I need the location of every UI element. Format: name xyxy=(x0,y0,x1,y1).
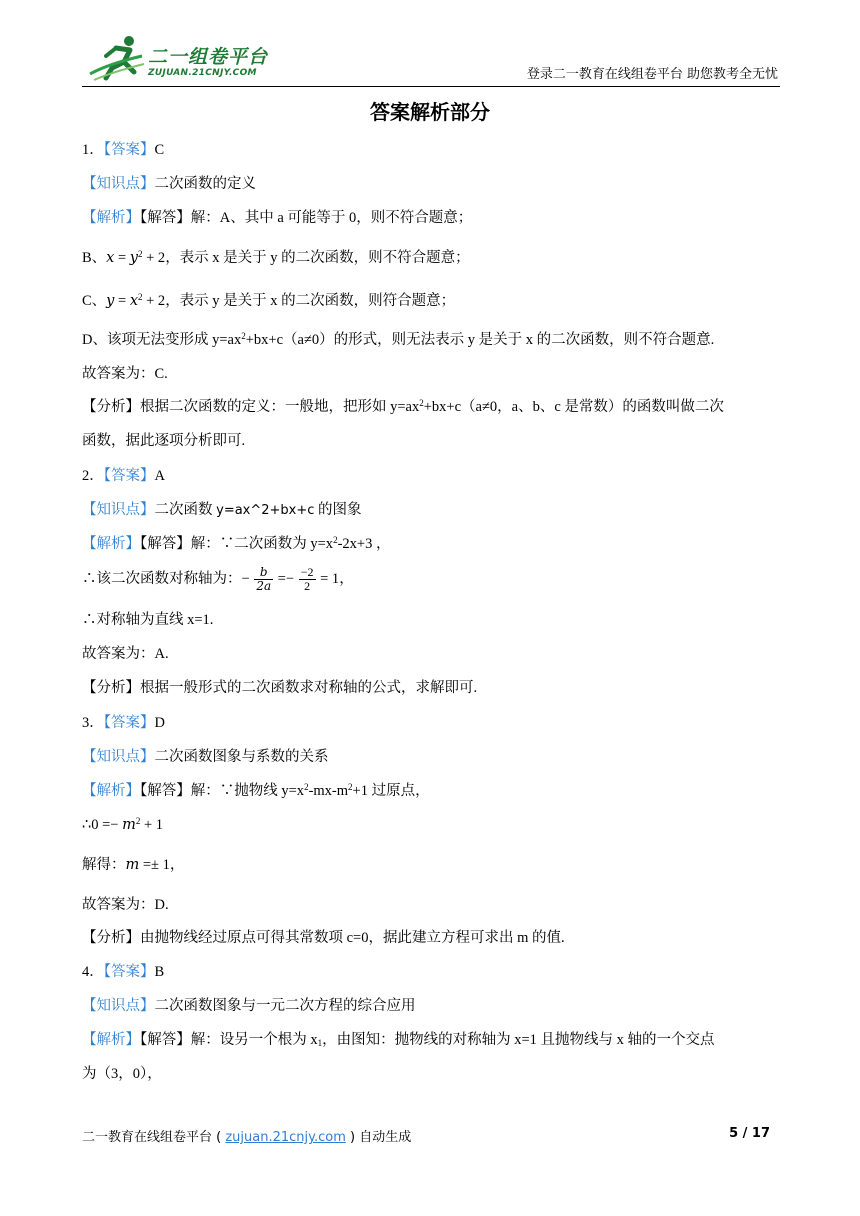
analysis-tag: 【解析】 xyxy=(82,210,140,226)
q1-knowledge-line xyxy=(82,174,256,194)
q3-l3b: ， xyxy=(169,857,185,873)
q4-l1a: 【解答】解：设另一个根为 x xyxy=(140,1032,318,1048)
q3-answer: D xyxy=(154,715,165,731)
q1-analysis-line-2: 函数，据此逐项分析即可. xyxy=(82,433,246,449)
answer-tag: 【答案】 xyxy=(103,468,155,484)
q3-m: m xyxy=(122,817,136,833)
q1-solution-line-2 xyxy=(82,248,470,268)
q1-solution-line-1 xyxy=(82,208,472,228)
q2-kpc: 的图象 xyxy=(314,502,362,518)
q1-y: y xyxy=(129,250,138,266)
q4-sub: 1 xyxy=(317,1038,323,1048)
q2-kpa: 二次函数 xyxy=(154,502,217,518)
analysis-tag: 【解析】 xyxy=(82,1032,140,1048)
q3-sup3: 2 xyxy=(135,816,141,826)
q3-number: 3． xyxy=(82,715,104,731)
logo xyxy=(86,34,286,82)
q1-l3b: ，表示 y 是关于 x 的二次函数，则符合题意； xyxy=(165,293,456,309)
frac-num2: −2 xyxy=(300,565,314,579)
q1-answer-line xyxy=(82,140,164,160)
knowledge-tag: 【知识点】 xyxy=(82,749,155,765)
q2-solution-line-3: ∴对称轴为直线 x=1. xyxy=(82,612,214,628)
q4-number: 4． xyxy=(82,964,104,980)
q1-solution-text-1: 【解答】解：A、其中 a 可能等于 0，则不符合题意； xyxy=(140,210,473,226)
q1-sup3: 2 xyxy=(241,331,246,341)
q2-eq: =− xyxy=(274,570,298,587)
knowledge-tag: 【知识点】 xyxy=(82,176,155,192)
q3-answer-line xyxy=(82,713,165,733)
frac-den: 2a xyxy=(256,579,272,593)
q1-solution-line-4 xyxy=(82,330,714,350)
formula-y-x2: y xyxy=(106,293,115,309)
footer-link[interactable]: zujuan.21cnjy.com xyxy=(225,1130,346,1145)
q1-plus2: + 2 xyxy=(142,250,166,266)
q1-l2a: B、 xyxy=(82,250,107,266)
knowledge-tag: 【知识点】 xyxy=(82,998,155,1014)
q4-solution-line-2: 为（3，0）， xyxy=(82,1066,162,1082)
q2-l2a: ∴该二次函数对称轴为： xyxy=(82,570,242,587)
q1-x: x xyxy=(129,293,138,309)
q2-answer-line xyxy=(82,466,165,486)
q4-answer-line xyxy=(82,962,164,982)
q3-m2: m xyxy=(125,857,140,873)
q1-l3a: C、 xyxy=(82,293,107,309)
knowledge-tag: 【知识点】 xyxy=(82,502,155,518)
q3-knowledge: 二次函数图象与系数的关系 xyxy=(154,749,329,765)
footer-source xyxy=(82,1126,411,1145)
q3-therefore: ∴0 =− xyxy=(82,817,123,833)
frac-den2: 2 xyxy=(304,579,311,593)
q2-knowledge-line xyxy=(82,500,362,521)
q3-l1a: 【解答】解：∵抛物线 y=x xyxy=(140,783,305,799)
q1-analysis-line-1 xyxy=(82,397,724,417)
q4-solution-line-1 xyxy=(82,1030,715,1050)
q2-l2b: ， xyxy=(339,570,354,587)
q1-conclusion: 故答案为：C. xyxy=(82,366,168,382)
footer-text-a: 二一教育在线组卷平台 ( xyxy=(82,1130,226,1145)
q1-answer: C xyxy=(154,142,165,158)
q1-l2b: ，表示 x 是关于 y 的二次函数，则不符合题意； xyxy=(165,250,470,266)
q1-eq2: = xyxy=(114,293,130,309)
q3-solution-line-3 xyxy=(82,855,184,875)
runner-logo-icon xyxy=(86,34,146,82)
q1-fxb: +bx+c（a≠0，a、b、c 是常数）的函数叫做二次 xyxy=(423,399,724,415)
q2-number: 2． xyxy=(82,468,104,484)
logo-subtext: ZUJUAN.21CNJY.COM xyxy=(148,68,257,78)
q2-l1b: -2x+3 ， xyxy=(337,536,391,552)
q2-kpb: y=ax^2+bx+c xyxy=(216,503,315,518)
q2-conclusion: 故答案为：A. xyxy=(82,646,169,662)
q1-sup: 2 xyxy=(138,249,143,259)
answer-tag: 【答案】 xyxy=(103,964,155,980)
q3-l3a: 解得： xyxy=(82,857,126,873)
q1-fxa: 【分析】根据二次函数的定义：一般地，把形如 y=ax xyxy=(82,399,420,415)
q2-solution-line-2 xyxy=(82,566,354,593)
q1-eq: = xyxy=(114,250,130,266)
answer-tag: 【答案】 xyxy=(103,715,155,731)
q4-knowledge-line xyxy=(82,996,416,1016)
logo-text: 二一组卷平台 xyxy=(148,46,269,68)
q4-knowledge: 二次函数图象与一元二次方程的综合应用 xyxy=(154,998,416,1014)
q3-knowledge-line xyxy=(82,747,329,767)
q3-sup: 2 xyxy=(304,782,309,792)
q3-analysis: 【分析】由抛物线经过原点可得其常数项 c=0，据此建立方程可求出 m 的值. xyxy=(82,930,565,946)
q2-eq1: = 1 xyxy=(316,570,340,587)
q3-pm: =± 1 xyxy=(139,857,170,873)
q3-solution-line-2 xyxy=(82,815,163,835)
frac-num: b xyxy=(254,566,273,580)
fraction-neg2-2 xyxy=(299,566,316,593)
q3-sup2: 2 xyxy=(348,782,353,792)
formula-x-y2: x xyxy=(106,250,115,266)
footer-text-b: ) 自动生成 xyxy=(345,1130,412,1145)
q2-analysis: 【分析】根据一般形式的二次函数求对称轴的公式，求解即可. xyxy=(82,680,478,696)
q1-solution-line-3 xyxy=(82,291,455,311)
q1-sup2: 2 xyxy=(138,292,143,302)
q2-minus: − xyxy=(241,570,254,587)
q1-l4b: +bx+c（a≠0）的形式，则无法表示 y 是关于 x 的二次函数，则不符合题意. xyxy=(245,332,715,348)
q1-l4a: D、该项无法变形成 y=ax xyxy=(82,332,242,348)
page-title: 答案解析部分 xyxy=(370,100,490,124)
q3-l1c: +1 过原点， xyxy=(352,783,430,799)
q1-number: 1． xyxy=(82,142,104,158)
answer-tag: 【答案】 xyxy=(103,142,155,158)
q1-plus2b: + 2 xyxy=(142,293,166,309)
q2-answer: A xyxy=(154,468,165,484)
q1-sup4: 2 xyxy=(419,398,424,408)
q3-conclusion: 故答案为：D. xyxy=(82,897,169,913)
page-number: 5 / 17 xyxy=(729,1126,770,1141)
q1-knowledge: 二次函数的定义 xyxy=(154,176,256,192)
q2-sup: 2 xyxy=(333,535,338,545)
q3-l1b: -mx-m xyxy=(308,783,349,799)
q3-solution-line-1 xyxy=(82,781,430,801)
q2-l1a: 【解答】解：∵二次函数为 y=x xyxy=(140,536,334,552)
q3-plus1: + 1 xyxy=(140,817,164,833)
analysis-tag: 【解析】 xyxy=(82,536,140,552)
q4-answer: B xyxy=(154,964,165,980)
q4-l1b: ，由图知：抛物线的对称轴为 x=1 且抛物线与 x 轴的一个交点 xyxy=(322,1032,715,1048)
q2-solution-line-1 xyxy=(82,534,390,554)
analysis-tag: 【解析】 xyxy=(82,783,140,799)
fraction-b-2a xyxy=(254,566,273,593)
page-header xyxy=(82,30,780,87)
header-slogan: 登录二一教育在线组卷平台 助您教考全无忧 xyxy=(526,67,778,82)
